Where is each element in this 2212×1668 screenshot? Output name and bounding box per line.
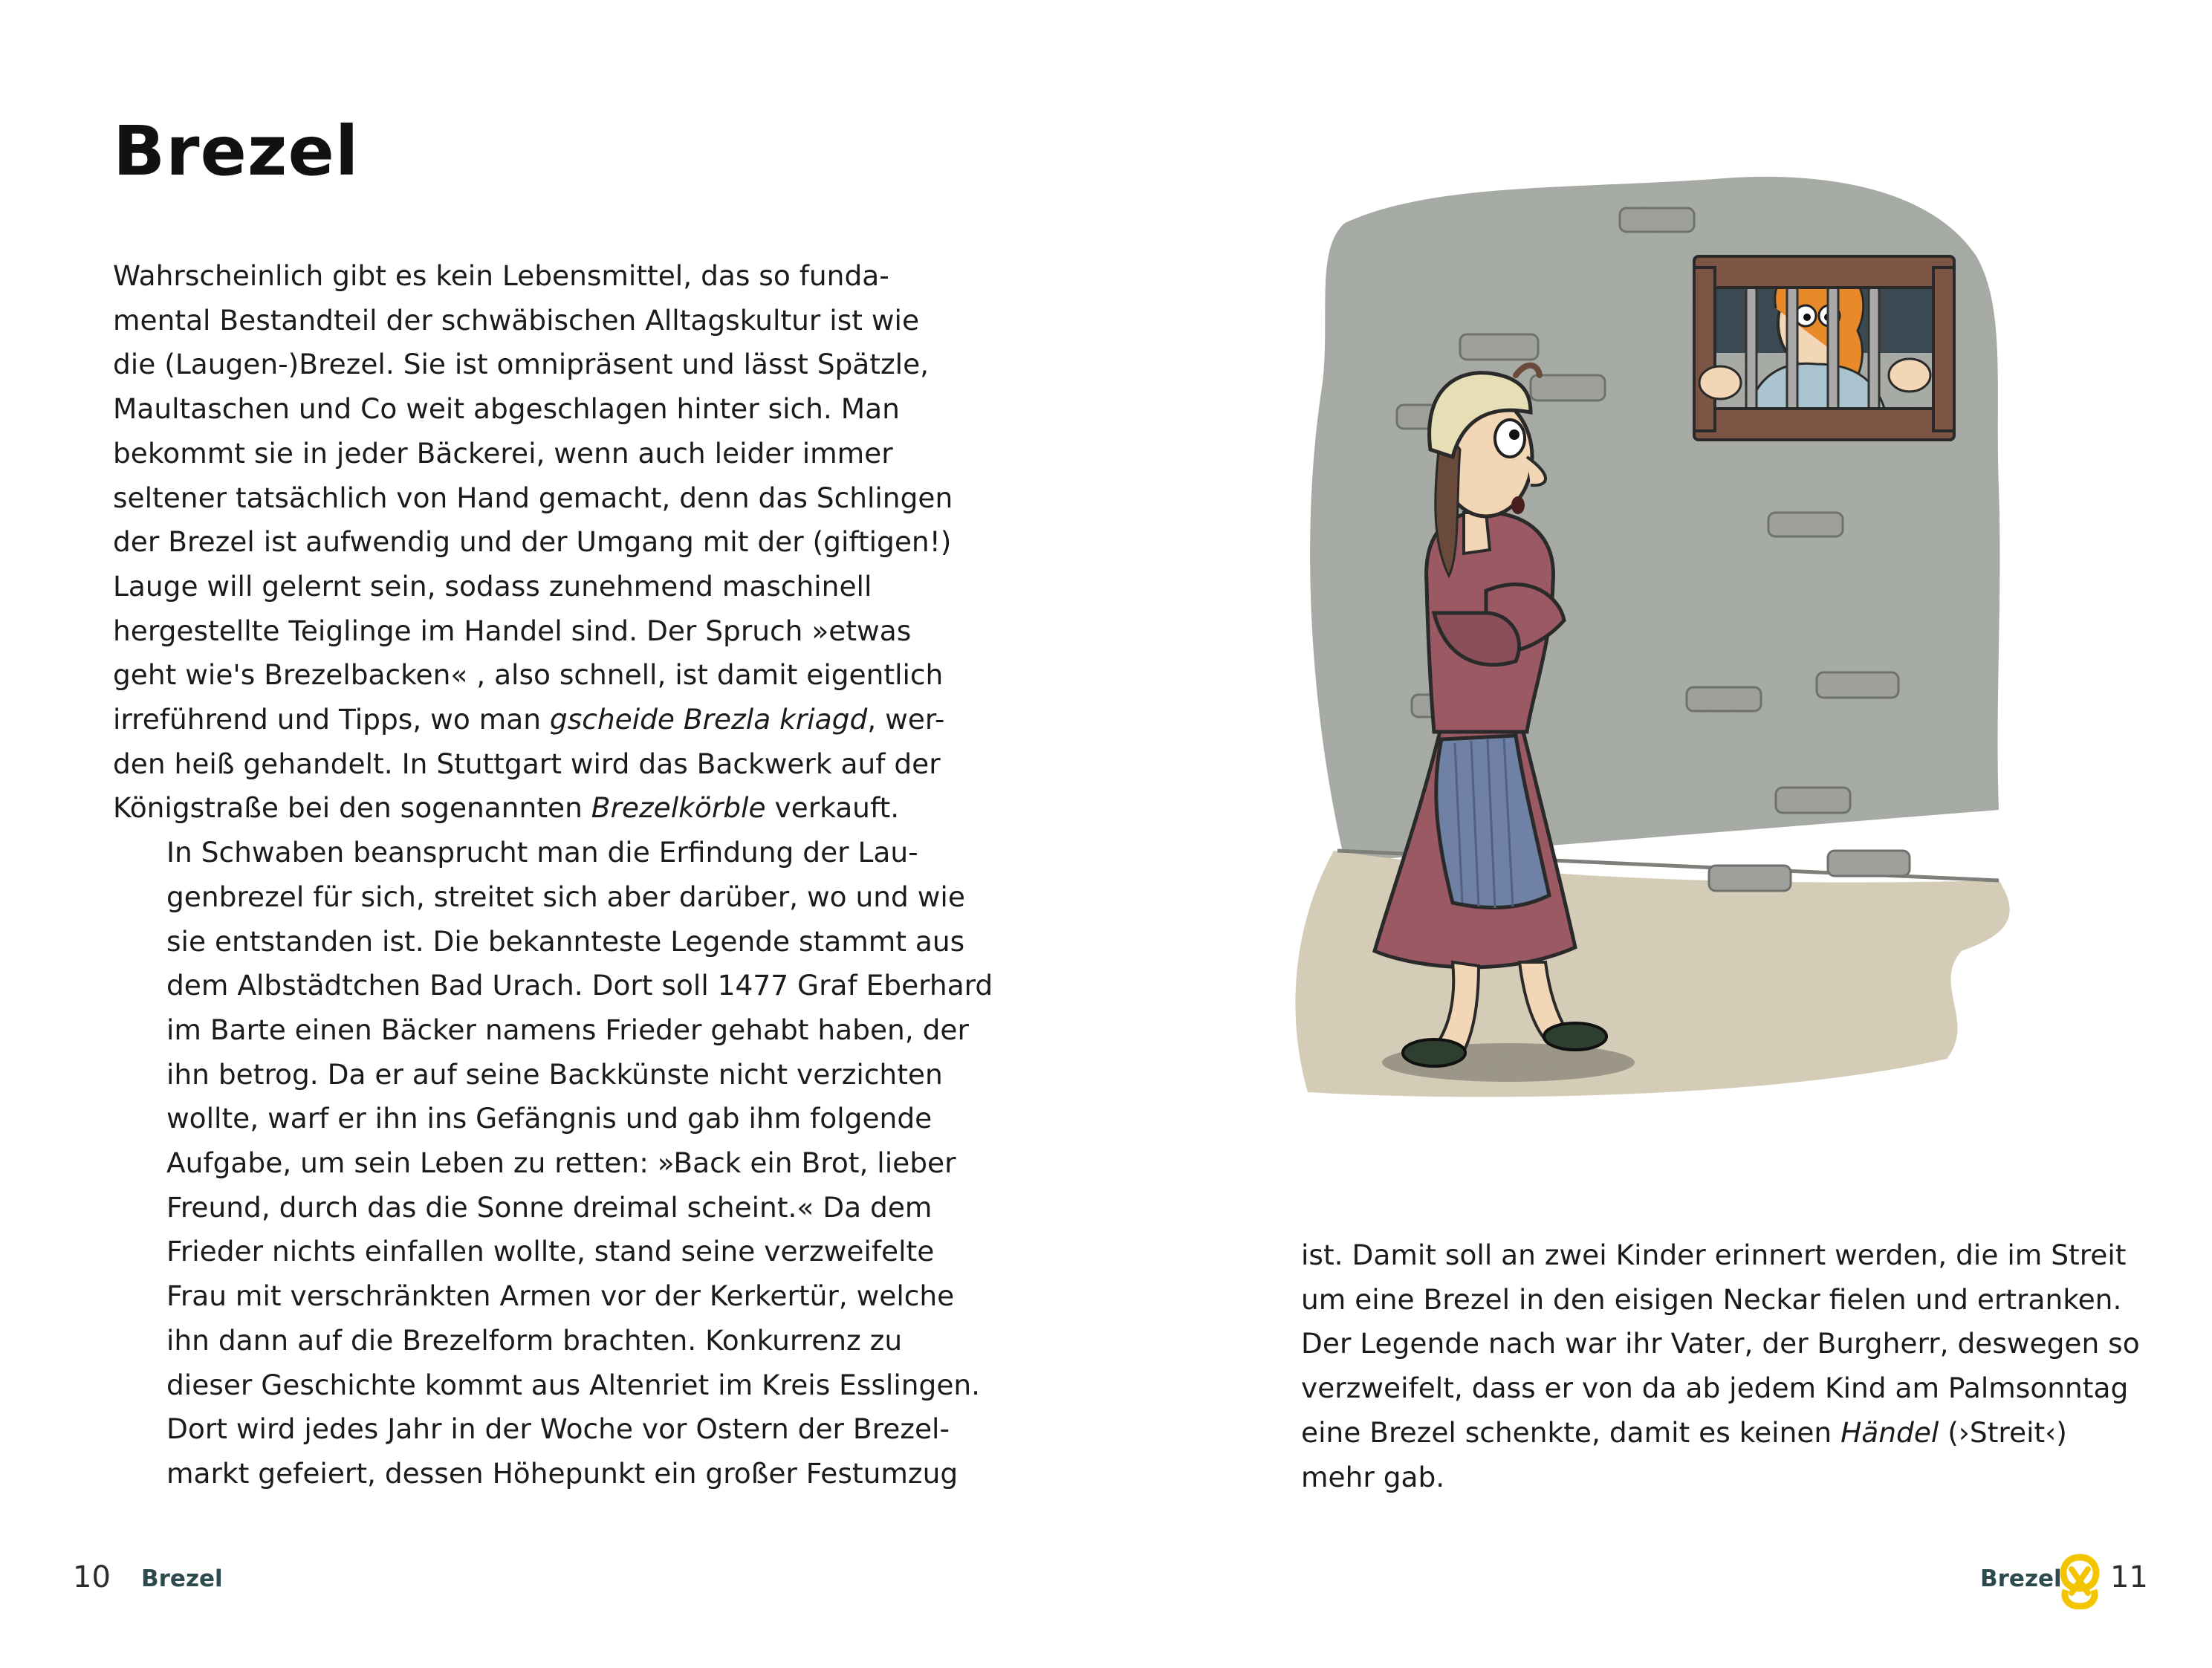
italic-phrase: Brezelkörble [591, 791, 766, 825]
text-run: sie entstanden ist. Die bekannteste Legende stammt aus [166, 924, 965, 958]
text-run: mental Bestandteil der schwäbischen Alltagskultur ist wie [113, 303, 920, 337]
main-text-column [113, 254, 993, 1496]
text-run: irreführend und Tipps, wo man [113, 703, 550, 736]
text-line [113, 609, 930, 654]
text-run: ihn dann auf die Brezelform brachten. Konkurrenz zu [166, 1323, 903, 1357]
text-line [113, 254, 930, 299]
text-run: In Schwaben beansprucht man die Erfindung der Lau- [166, 836, 918, 869]
text-run: hergestellte Teiglinge im Handel sind. Der Spruch »etwas [113, 614, 912, 647]
text-line [113, 387, 930, 432]
text-line [113, 1186, 933, 1230]
text-run: die (Laugen-)Brezel. Sie ist omnipräsent und lässt Spätzle, [113, 348, 930, 381]
text-line [113, 1319, 930, 1363]
running-head-left: Brezel [141, 1565, 223, 1592]
text-line [1301, 1233, 2141, 1278]
text-line [1301, 1366, 2141, 1411]
text-run: geht wie's Brezelbacken« , also schnell, ist damit eigentlich [113, 658, 944, 692]
text-line [113, 1452, 959, 1496]
text-run: Frau mit verschränkten Armen vor der Kerkertür, welche [166, 1279, 955, 1313]
text-line [113, 565, 930, 609]
pretzel-icon [2057, 1553, 2103, 1609]
text-line [113, 875, 965, 920]
text-line [113, 831, 930, 875]
italic-phrase: Händel [1840, 1415, 1939, 1449]
text-run: Dort wird jedes Jahr in der Woche vor Ostern der Brezel- [166, 1412, 950, 1446]
text-run: , wer- [867, 703, 945, 736]
text-run: wollte, warf er ihn ins Gefängnis und gab ihm folgende [166, 1102, 933, 1135]
text-run: Freund, durch das die Sonne dreimal scheint.« Da dem [166, 1190, 933, 1224]
text-line [113, 1407, 950, 1452]
text-line [113, 698, 945, 742]
text-run: seltener tatsächlich von Hand gemacht, denn das Schlingen [113, 481, 953, 514]
text-line [113, 1008, 969, 1053]
text-line [113, 964, 993, 1008]
running-head-right: Brezel [1980, 1565, 2062, 1592]
text-run: ist. Damit soll an zwei Kinder erinnert werden, die im Streit [1301, 1239, 2127, 1271]
text-line [113, 786, 930, 831]
text-run: eine Brezel schenkte, damit es keinen [1301, 1415, 1841, 1449]
text-line [1301, 1411, 2141, 1456]
text-run: im Barte einen Bäcker namens Frieder gehabt haben, der [166, 1013, 969, 1046]
text-run: der Brezel ist aufwendig und der Umgang mit der (giftigen!) [113, 525, 952, 559]
text-run: den heiß gehandelt. In Stuttgart wird das Backwerk auf der [113, 747, 941, 780]
text-run: Frieder nichts einfallen wollte, stand seine verzweifelte [166, 1235, 935, 1268]
paragraph [113, 254, 953, 831]
text-line [1301, 1322, 2141, 1366]
text-run: genbrezel für sich, streitet sich aber darüber, wo und wie [166, 880, 965, 913]
text-line [113, 1097, 933, 1141]
text-run: Der Legende nach war ihr Vater, der Burgherr, deswegen so [1301, 1327, 2140, 1360]
text-run: mehr gab. [1301, 1460, 1445, 1493]
text-run: dieser Geschichte kommt aus Altenriet im Kreis Esslingen. [166, 1368, 981, 1401]
text-line [113, 432, 930, 476]
text-run: ihn betrog. Da er auf seine Backkünste nicht verzichten [166, 1057, 943, 1091]
page-number-left: 10 [73, 1560, 111, 1594]
text-run: um eine Brezel in den eisigen Neckar fielen und ertranken. [1301, 1282, 2122, 1316]
text-run: verzweifelt, dass er von da ab jedem Kind am Palmsonntag [1301, 1372, 2129, 1405]
paragraph [1301, 1233, 2141, 1499]
text-line [113, 520, 952, 565]
text-line [113, 299, 930, 343]
text-line [113, 476, 953, 521]
text-run: Maultaschen und Co weit abgeschlagen hinter sich. Man [113, 392, 900, 426]
text-line [113, 1274, 955, 1319]
text-run: verkauft. [765, 791, 900, 825]
continuation-text [1301, 1233, 2141, 1499]
text-line [113, 920, 965, 964]
italic-phrase: gscheide Brezla kriagd [549, 703, 868, 736]
text-line [113, 742, 941, 787]
text-line [113, 1141, 956, 1186]
text-line [113, 1230, 935, 1274]
text-line [1301, 1456, 2141, 1500]
text-run: markt gefeiert, dessen Höhepunkt ein großer Festumzug [166, 1456, 959, 1490]
text-line [113, 653, 944, 698]
prisoner-illustration [1263, 137, 2021, 1111]
paragraph [113, 831, 993, 1496]
text-line [113, 1053, 943, 1097]
text-run: Aufgabe, um sein Leben zu retten: »Back ein Brot, lieber [166, 1146, 956, 1180]
text-run: Lauge will gelernt sein, sodass zunehmend maschinell [113, 569, 872, 603]
text-run: (›Streit‹) [1939, 1415, 2067, 1449]
text-run: bekommt sie in jeder Bäckerei, wenn auch leider immer [113, 436, 893, 470]
page-title: Brezel [113, 111, 360, 191]
text-line [113, 343, 930, 387]
text-line [113, 1363, 981, 1408]
text-run: Königstraße bei den sogenannten [113, 791, 591, 825]
text-run: Wahrscheinlich gibt es kein Lebensmittel, das so funda- [113, 259, 889, 292]
page-number-right: 11 [2110, 1560, 2148, 1594]
text-run: dem Albstädtchen Bad Urach. Dort soll 1477 Graf Eberhard [166, 969, 993, 1002]
text-line [1301, 1278, 2141, 1323]
